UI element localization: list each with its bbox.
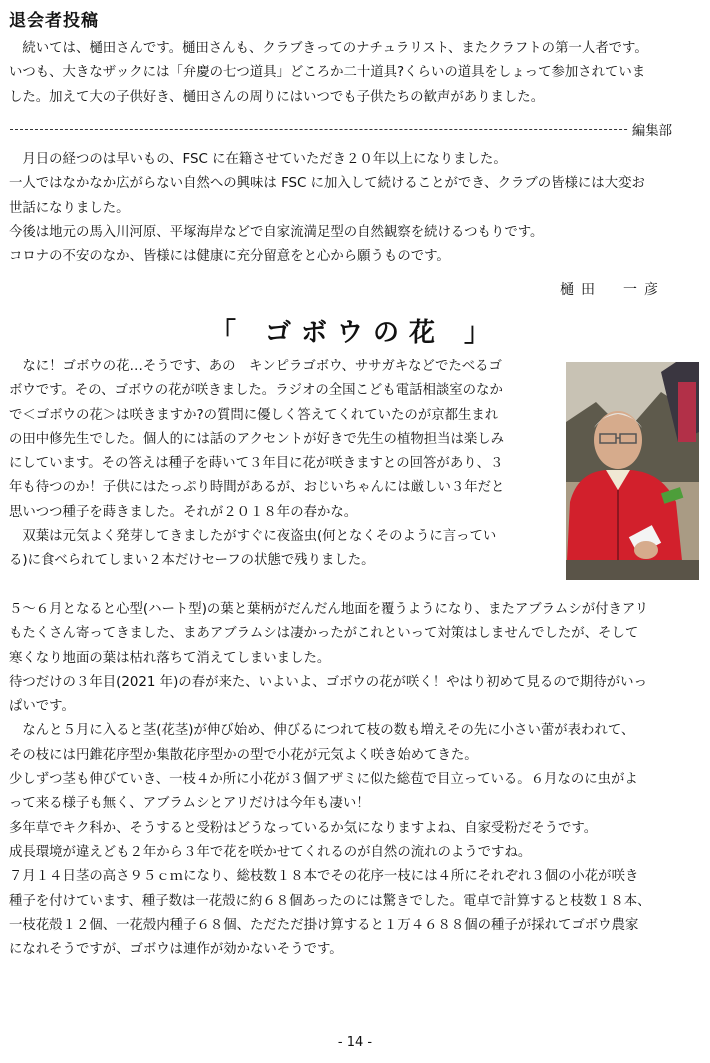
text-line: 続いては、樋田さんです。樋田さんも、クラブきってのナチュラリスト、またクラフトの第一人者です。 (9, 41, 648, 56)
author-photo (566, 362, 699, 580)
text-line: ボウです。その、ゴボウの花が咲きました。ラジオの全国こども電話相談室のなか (9, 383, 503, 399)
text-line: 今後は地元の馬入川河原、平塚海岸などで自家流満足型の自然観察を続けるつもりです。 (9, 224, 544, 240)
text-line: 種子を付けています、種子数は一花殻に約６８個あったのには驚きでした。電卓で計算すると枝数１８本、 (9, 893, 651, 909)
text-line: もたくさん寄ってきました、まあアブラムシは凄かったがこれといって対策はしませんでしたが、そして (9, 626, 639, 642)
text-line: る)に食べられてしまい２本だけセーフの状態で残りました。 (9, 553, 375, 569)
text-line: 成長環境が違えども２年から３年で花を咲かせてくれるのが自然の流れのようですね。 (9, 844, 532, 860)
farewell-text (9, 148, 645, 269)
text-line: なんと５月に入ると茎(花茎)が伸び始め、伸びるにつれて枝の数も増えその先に小さい蕾が表われて、 (9, 723, 635, 739)
author-signature: 樋田 一彦 (560, 282, 665, 298)
text-line: 待つだけの３年目(2021 年)の春が来た、いよいよ、ゴボウの花が咲く！やはり初めて見るので期待がいっ (9, 674, 647, 690)
page-number: - 14 - (337, 1035, 373, 1050)
text-line: ぱいです。 (9, 699, 75, 715)
text-line: 少しずつ茎も伸びていき、一枝４か所に小花が３個アザミに似た総苞で目立っている。６月なのに虫がよ (9, 772, 638, 788)
text-line: その枝には円錐花序型か集散花序型かの型で小花が元気よく咲き始めてきた。 (9, 747, 478, 763)
author-photo-illustration (566, 362, 699, 580)
text-line: 月日の経つのは早いもの、FSC に在籍させていただき２０年以上になりました。 (9, 152, 507, 167)
text-line: ５～６月となると心型(ハート型)の葉と葉柄がだんだん地面を覆うようになり、またアブラムシが付きアリ (9, 602, 649, 617)
text-line: 多年草でキク科か、そうすると受粉はどうなっているか気になりますよね、自家受粉だそうです。 (9, 820, 598, 836)
text-line: になれそうですが、ゴボウは連作が効かないそうです。 (9, 942, 343, 958)
text-line: 一人ではなかなか広がらない自然への興味は FSC に加入して続けることができ、クラブの皆様には大変お (9, 176, 645, 192)
text-line: で＜ゴボウの花＞は咲きますか?の質問に優しく答えてくれていたのが京都生まれ (9, 407, 499, 423)
section-heading: 退会者投稿 (9, 11, 99, 31)
dashed-divider (10, 129, 672, 130)
text-line: した。加えて大の子供好き、樋田さんの周りにはいつでも子供たちの歓声がありました。 (9, 89, 545, 105)
text-line: 年も待つのか！子供にはたっぷり時間があるが、おじいちゃんには厳しい３年だと (9, 480, 505, 496)
text-line: ７月１４日茎の高さ９５ｃｍになり、総枝数１８本でその花序一枝には４所にそれぞれ３個の小花が咲き (9, 869, 639, 885)
article-title: 「 ゴボウの花 」 (209, 318, 501, 348)
article-intro-text (9, 355, 504, 574)
text-line: にしています。その答えは種子を蒔いて３年目に花が咲きますとの回答があり、３ (9, 456, 504, 472)
text-line: 世話になりました。 (9, 200, 130, 216)
article-body-text (9, 598, 651, 962)
editor-credit: 編集部 (628, 120, 672, 144)
text-line: 一枝花殻１２個、一花殻内種子６８個、ただただ掛け算すると１万４６８８個の種子が採れてゴボウ農家 (9, 917, 639, 933)
intro-text (9, 37, 648, 110)
text-line: 思いつつ種子を蒔きました。それが２０１８年の春かな。 (9, 504, 358, 520)
text-line: の田中修先生でした。個人的には話のアクセントが好きで先生の植物担当は楽しみ (9, 431, 505, 447)
text-line: 双葉は元気よく発芽してきましたがすぐに夜盗虫(何となくそのように言ってい (9, 529, 497, 545)
text-line: って来る様子も無く、アブラムシとアリだけは今年も凄い！ (9, 796, 370, 812)
text-line: いつも、大きなザックには「弁慶の七つ道具」どころか二十道具?くらいの道具をしょって参加されていま (9, 65, 646, 81)
text-line: コロナの不安のなか、皆様には健康に充分留意をと心から願うものです。 (9, 249, 450, 265)
text-line: なに！ゴボウの花…そうです、あの キンピラゴボウ、ササガキなどでたべるゴ (9, 359, 502, 374)
text-line: 寒くなり地面の葉は枯れ落ちて消えてしまいました。 (9, 650, 331, 666)
